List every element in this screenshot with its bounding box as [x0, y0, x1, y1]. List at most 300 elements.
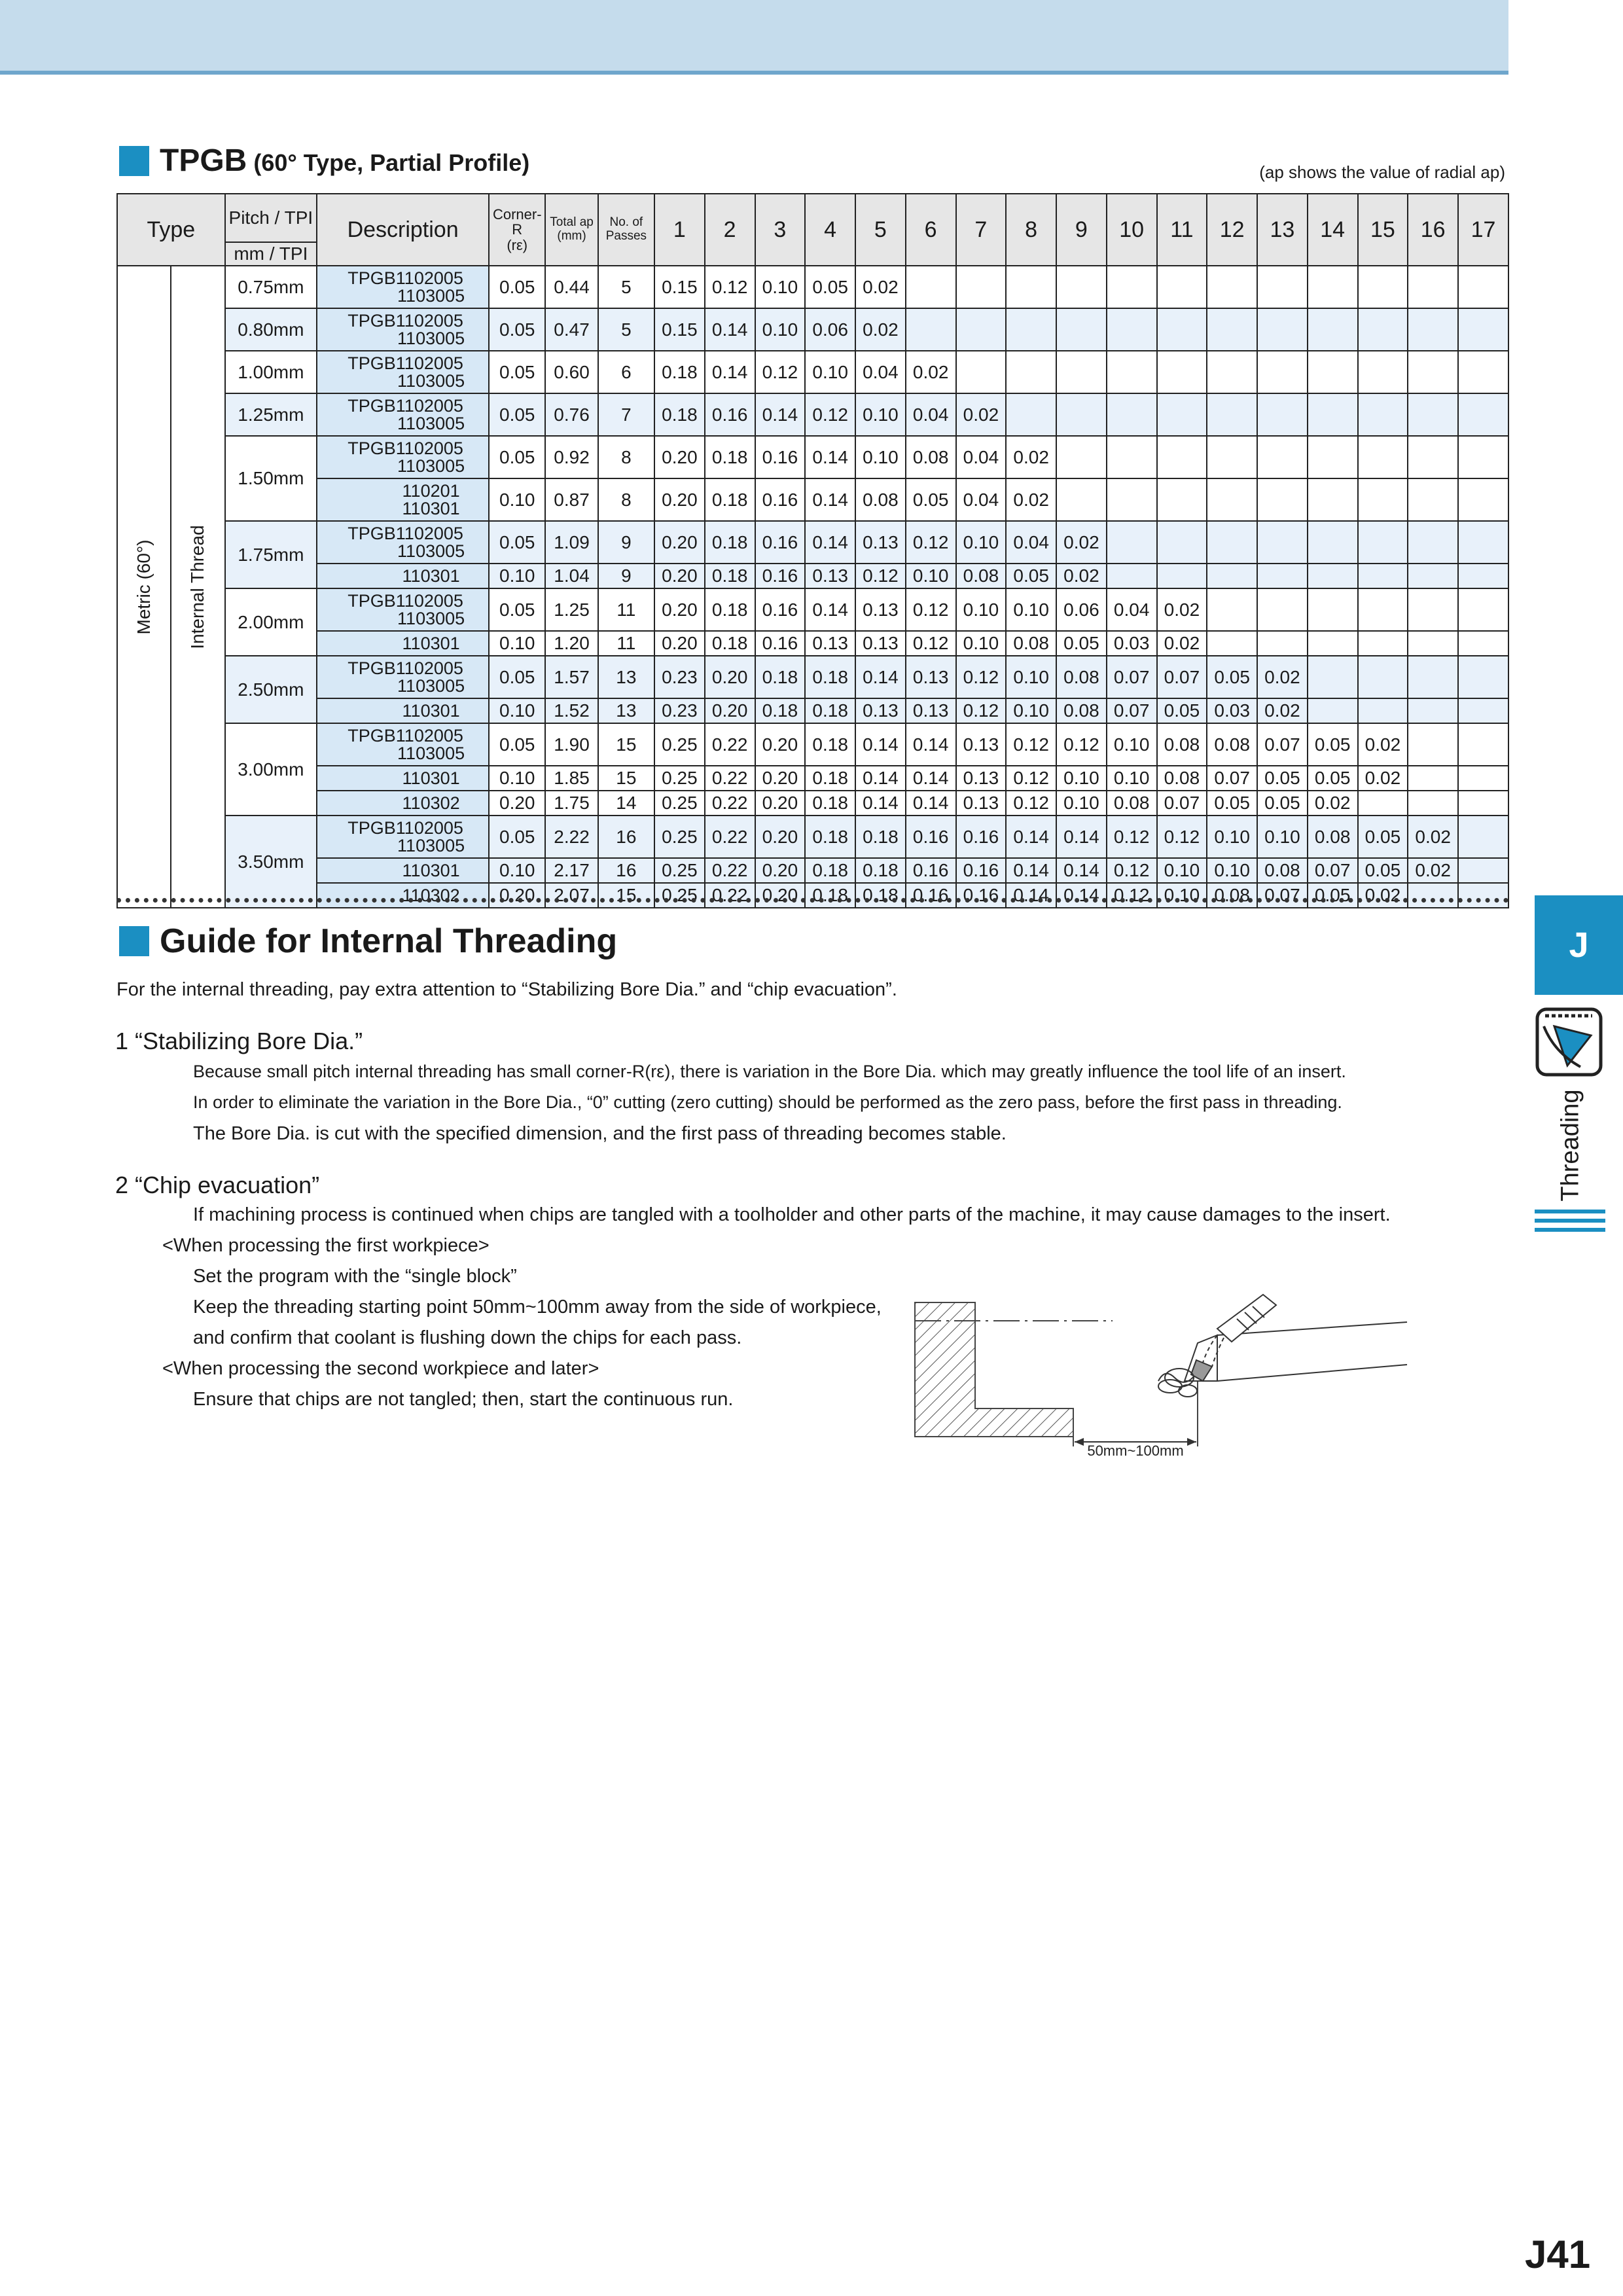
header-type: Type: [117, 194, 225, 266]
passes-count-cell: 15: [598, 723, 654, 766]
description-cell: [317, 478, 489, 521]
guide-p2c: Set the program with the “single block”: [193, 1266, 517, 1287]
pass-value-cell: 0.25: [654, 883, 705, 908]
pass-value-cell: 0.06: [805, 308, 855, 351]
pass-value-cell: [1458, 521, 1508, 564]
chips-icon: [1158, 1369, 1197, 1397]
passes-count-cell: 16: [598, 858, 654, 883]
header-pass-15: 15: [1358, 194, 1408, 266]
pass-value-cell: 0.12: [906, 521, 956, 564]
pass-value-cell: [1358, 521, 1408, 564]
pass-value-cell: 0.20: [705, 698, 755, 723]
pass-value-cell: [1207, 436, 1257, 478]
pass-value-cell: 0.08: [1157, 723, 1207, 766]
pass-value-cell: 0.12: [1006, 723, 1056, 766]
pass-value-cell: [1408, 656, 1458, 698]
total-ap-cell: 1.75: [545, 791, 597, 816]
guide-title-text: Guide for Internal Threading: [160, 922, 618, 960]
pass-value-cell: [1308, 631, 1358, 656]
pass-value-cell: 0.10: [755, 308, 806, 351]
pass-value-cell: 0.12: [705, 266, 755, 308]
pass-value-cell: 0.14: [805, 588, 855, 631]
table-row: [117, 564, 1508, 588]
pass-value-cell: 0.08: [855, 478, 906, 521]
pass-value-cell: 0.10: [1056, 766, 1107, 791]
description-line-2: 1103005: [397, 675, 465, 696]
pass-value-cell: 0.14: [1056, 883, 1107, 908]
header-description: Description: [317, 194, 489, 266]
pass-value-cell: 0.18: [805, 791, 855, 816]
pass-value-cell: [1207, 393, 1257, 436]
pass-value-cell: 0.10: [956, 631, 1007, 656]
pass-value-cell: 0.05: [1056, 631, 1107, 656]
description-cell: [317, 791, 489, 816]
pass-value-cell: 0.05: [1207, 791, 1257, 816]
description-line-1: 110301: [402, 633, 460, 653]
pass-value-cell: 0.07: [1308, 858, 1358, 883]
table-row: [117, 308, 1508, 351]
pass-value-cell: [1408, 308, 1458, 351]
pass-value-cell: 0.04: [906, 393, 956, 436]
header-pass-7: 7: [956, 194, 1007, 266]
pass-value-cell: 0.07: [1207, 766, 1257, 791]
guide-intro: For the internal threading, pay extra attention to “Stabilizing Bore Dia.” and “chip evacuation”.: [116, 979, 897, 1000]
pass-value-cell: [1308, 521, 1358, 564]
pass-value-cell: 0.16: [705, 393, 755, 436]
pass-value-cell: 0.14: [705, 351, 755, 393]
description-cell: [317, 393, 489, 436]
pass-value-cell: [1408, 883, 1458, 908]
pass-value-cell: [1408, 698, 1458, 723]
pass-value-cell: 0.18: [855, 816, 906, 858]
description-line-1: TPGB1102005: [348, 658, 463, 678]
passes-count-cell: 14: [598, 791, 654, 816]
pass-value-cell: 0.14: [805, 436, 855, 478]
description-cell: [317, 564, 489, 588]
pass-value-cell: 0.20: [755, 858, 806, 883]
chapter-lines: [1535, 1210, 1605, 1237]
pass-value-cell: 0.20: [755, 883, 806, 908]
pass-value-cell: 0.13: [906, 656, 956, 698]
pass-value-cell: 0.03: [1207, 698, 1257, 723]
pass-value-cell: [1107, 351, 1157, 393]
table-row: [117, 883, 1508, 908]
pass-value-cell: [1308, 308, 1358, 351]
pass-value-cell: 0.14: [906, 791, 956, 816]
corner-r-cell: 0.10: [489, 564, 545, 588]
pass-value-cell: 0.18: [705, 564, 755, 588]
pass-value-cell: 0.02: [1358, 883, 1408, 908]
pass-value-cell: 0.14: [1056, 858, 1107, 883]
guide-heading-2: 2 “Chip evacuation”: [115, 1172, 320, 1198]
corner-r-cell: 0.05: [489, 521, 545, 564]
pitch-cell: 0.75mm: [225, 266, 317, 308]
pass-value-cell: 0.16: [906, 883, 956, 908]
pass-value-cell: 0.23: [654, 698, 705, 723]
description-line-2: 1103005: [397, 328, 465, 348]
chapter-label-text: Threading: [1556, 1089, 1584, 1202]
pass-value-cell: 0.08: [1056, 656, 1107, 698]
pass-value-cell: 0.13: [805, 564, 855, 588]
description-line-2: 1103005: [397, 743, 465, 763]
pass-value-cell: 0.10: [1107, 723, 1157, 766]
pass-value-cell: [1056, 351, 1107, 393]
corner-r-cell: 0.05: [489, 588, 545, 631]
pass-value-cell: 0.16: [755, 631, 806, 656]
description-line-2: 1103005: [397, 608, 465, 628]
pass-value-cell: [1257, 266, 1308, 308]
total-ap-cell: 1.90: [545, 723, 597, 766]
pass-value-cell: 0.13: [805, 631, 855, 656]
passes-count-cell: 9: [598, 564, 654, 588]
pass-value-cell: 0.18: [755, 656, 806, 698]
pass-value-cell: 0.10: [1157, 858, 1207, 883]
threading-insert-icon: [1535, 1007, 1603, 1077]
pass-value-cell: 0.20: [755, 791, 806, 816]
pass-value-cell: [1157, 266, 1207, 308]
header-pass-1: 1: [654, 194, 705, 266]
pass-value-cell: 0.18: [805, 816, 855, 858]
header-pass-17: 17: [1458, 194, 1508, 266]
pass-value-cell: [1207, 564, 1257, 588]
pass-value-cell: 0.18: [855, 858, 906, 883]
header-pass-3: 3: [755, 194, 806, 266]
total-ap-cell: 1.52: [545, 698, 597, 723]
pass-value-cell: [1458, 791, 1508, 816]
description-cell: [317, 351, 489, 393]
pass-value-cell: 0.12: [956, 698, 1007, 723]
pass-value-cell: [1308, 266, 1358, 308]
pass-value-cell: [1408, 723, 1458, 766]
pass-value-cell: [1157, 308, 1207, 351]
pass-value-cell: [1107, 478, 1157, 521]
pass-value-cell: [1408, 266, 1458, 308]
corner-r-cell: 0.05: [489, 393, 545, 436]
table-row: [117, 478, 1508, 521]
pass-value-cell: 0.05: [1308, 883, 1358, 908]
pass-value-cell: [1458, 266, 1508, 308]
pitch-cell: 0.80mm: [225, 308, 317, 351]
pass-value-cell: [1408, 766, 1458, 791]
pass-value-cell: [1207, 631, 1257, 656]
pass-value-cell: [1408, 436, 1458, 478]
pass-value-cell: [1207, 308, 1257, 351]
pitch-cell: 1.75mm: [225, 521, 317, 588]
description-line-1: TPGB1102005: [348, 523, 463, 543]
pass-value-cell: 0.12: [956, 656, 1007, 698]
pass-value-cell: [1107, 436, 1157, 478]
pass-value-cell: 0.02: [1006, 478, 1056, 521]
description-line-2: 1103005: [397, 413, 465, 433]
pass-value-cell: 0.07: [1107, 656, 1157, 698]
description-cell: [317, 656, 489, 698]
pass-value-cell: 0.22: [705, 723, 755, 766]
pass-value-cell: 0.02: [1308, 791, 1358, 816]
pass-value-cell: 0.16: [755, 478, 806, 521]
description-line-2: 1103005: [397, 456, 465, 476]
guide-p2g: Ensure that chips are not tangled; then, start the continuous run.: [193, 1389, 734, 1410]
pass-value-cell: [1358, 266, 1408, 308]
type-group-cell: [117, 266, 171, 908]
pass-value-cell: [1458, 588, 1508, 631]
pass-value-cell: [1358, 656, 1408, 698]
pass-value-cell: [1458, 723, 1508, 766]
pass-value-cell: 0.07: [1157, 791, 1207, 816]
pass-value-cell: 0.02: [906, 351, 956, 393]
table-row: [117, 436, 1508, 478]
pass-value-cell: 0.16: [956, 858, 1007, 883]
pass-value-cell: 0.02: [855, 266, 906, 308]
description-line-1: TPGB1102005: [348, 725, 463, 745]
pass-value-cell: 0.10: [906, 564, 956, 588]
pass-value-cell: [1358, 436, 1408, 478]
pass-value-cell: [1157, 351, 1207, 393]
pitch-cell: 1.00mm: [225, 351, 317, 393]
pass-value-cell: 0.04: [1107, 588, 1157, 631]
pass-value-cell: 0.02: [1056, 564, 1107, 588]
pass-value-cell: 0.08: [1257, 858, 1308, 883]
header-corner-r-label: Corner-R: [492, 206, 542, 238]
pass-value-cell: 0.07: [1107, 698, 1157, 723]
corner-r-cell: 0.05: [489, 816, 545, 858]
description-cell: [317, 698, 489, 723]
header-pass-8: 8: [1006, 194, 1056, 266]
pass-value-cell: [956, 266, 1007, 308]
pass-value-cell: 0.02: [1157, 588, 1207, 631]
pass-value-cell: [1107, 521, 1157, 564]
threading-clearance-diagram: [910, 1283, 1420, 1466]
pass-value-cell: [1458, 308, 1508, 351]
section-divider: [116, 898, 1509, 903]
pass-value-cell: 0.10: [1107, 766, 1157, 791]
passes-count-cell: 11: [598, 631, 654, 656]
description-line-1: TPGB1102005: [348, 353, 463, 373]
pass-value-cell: [1308, 351, 1358, 393]
pass-value-cell: 0.20: [654, 521, 705, 564]
guide-title: [119, 922, 617, 961]
description-line-1: TPGB1102005: [348, 438, 463, 458]
total-ap-cell: 1.57: [545, 656, 597, 698]
pass-value-cell: 0.12: [1107, 883, 1157, 908]
table-row: [117, 698, 1508, 723]
corner-r-cell: 0.05: [489, 656, 545, 698]
pass-value-cell: 0.16: [755, 521, 806, 564]
pass-value-cell: 0.12: [1006, 766, 1056, 791]
pass-value-cell: 0.05: [1308, 766, 1358, 791]
description-cell: [317, 436, 489, 478]
pass-value-cell: 0.05: [1157, 698, 1207, 723]
pass-value-cell: [1308, 393, 1358, 436]
pass-value-cell: [1408, 393, 1458, 436]
passes-count-cell: 7: [598, 393, 654, 436]
pass-value-cell: [1107, 308, 1157, 351]
table-row: [117, 266, 1508, 308]
pass-value-cell: 0.14: [855, 656, 906, 698]
pass-value-cell: 0.20: [654, 478, 705, 521]
pass-value-cell: [1056, 266, 1107, 308]
pass-value-cell: 0.05: [805, 266, 855, 308]
pass-value-cell: 0.20: [755, 766, 806, 791]
pass-value-cell: [1458, 478, 1508, 521]
pass-value-cell: [1308, 656, 1358, 698]
pass-value-cell: 0.13: [906, 698, 956, 723]
corner-r-cell: 0.20: [489, 791, 545, 816]
description-line-1: 110302: [402, 885, 460, 905]
header-pass-16: 16: [1408, 194, 1458, 266]
corner-r-cell: 0.10: [489, 858, 545, 883]
pass-value-cell: [906, 308, 956, 351]
pass-value-cell: [1056, 436, 1107, 478]
passes-count-cell: 15: [598, 766, 654, 791]
chapter-tab: J: [1535, 895, 1623, 995]
header-pass-10: 10: [1107, 194, 1157, 266]
pass-value-cell: [956, 351, 1007, 393]
pass-value-cell: [1458, 816, 1508, 858]
pass-value-cell: [1257, 521, 1308, 564]
header-pass-14: 14: [1308, 194, 1358, 266]
pitch-cell: 2.50mm: [225, 656, 317, 723]
passes-count-cell: 16: [598, 816, 654, 858]
pass-value-cell: [1308, 478, 1358, 521]
guide-p1c: The Bore Dia. is cut with the specified dimension, and the first pass of threading becomes stable.: [193, 1123, 1007, 1144]
total-ap-cell: 1.85: [545, 766, 597, 791]
table-row: [117, 631, 1508, 656]
pass-value-cell: 0.18: [805, 698, 855, 723]
section-marker-icon: [119, 146, 149, 176]
pass-value-cell: 0.20: [755, 723, 806, 766]
pass-value-cell: 0.18: [705, 521, 755, 564]
total-ap-cell: 0.92: [545, 436, 597, 478]
pitch-cell: 2.00mm: [225, 588, 317, 656]
pass-value-cell: [1157, 478, 1207, 521]
passes-count-cell: 13: [598, 656, 654, 698]
pass-value-cell: 0.14: [755, 393, 806, 436]
pass-value-cell: 0.25: [654, 766, 705, 791]
pass-value-cell: 0.15: [654, 266, 705, 308]
pass-value-cell: 0.15: [654, 308, 705, 351]
guide-p2e: and confirm that coolant is flushing down the chips for each pass.: [193, 1327, 742, 1348]
pass-value-cell: [1408, 588, 1458, 631]
type-group-label: Metric (60°): [134, 539, 154, 634]
pass-value-cell: [1207, 478, 1257, 521]
pass-value-cell: 0.13: [855, 588, 906, 631]
total-ap-cell: 2.17: [545, 858, 597, 883]
pass-value-cell: 0.02: [1006, 436, 1056, 478]
pass-value-cell: 0.13: [855, 631, 906, 656]
pass-value-cell: [1408, 631, 1458, 656]
pass-value-cell: 0.18: [654, 351, 705, 393]
pass-value-cell: 0.16: [956, 816, 1007, 858]
pass-value-cell: [906, 266, 956, 308]
pass-value-cell: 0.06: [1056, 588, 1107, 631]
pass-value-cell: 0.14: [855, 723, 906, 766]
pass-value-cell: 0.22: [705, 816, 755, 858]
corner-r-cell: 0.20: [489, 883, 545, 908]
header-pass-12: 12: [1207, 194, 1257, 266]
pass-value-cell: 0.10: [805, 351, 855, 393]
pass-value-cell: [1358, 308, 1408, 351]
corner-r-cell: 0.05: [489, 308, 545, 351]
header-corner-r: [489, 194, 545, 266]
pass-value-cell: [1458, 656, 1508, 698]
pass-value-cell: [1257, 564, 1308, 588]
corner-r-cell: 0.05: [489, 436, 545, 478]
description-line-1: TPGB1102005: [348, 268, 463, 288]
guide-heading-1: 1 “Stabilizing Bore Dia.”: [115, 1028, 363, 1054]
pass-value-cell: 0.12: [1056, 723, 1107, 766]
pass-value-cell: 0.04: [956, 436, 1007, 478]
pass-value-cell: 0.18: [705, 631, 755, 656]
pass-value-cell: [1358, 478, 1408, 521]
header-pass-9: 9: [1056, 194, 1107, 266]
description-line-2: 1103005: [397, 285, 465, 306]
pass-value-cell: 0.02: [1408, 816, 1458, 858]
pass-value-cell: 0.14: [1056, 816, 1107, 858]
pass-value-cell: 0.08: [956, 564, 1007, 588]
header-pass-13: 13: [1257, 194, 1308, 266]
pass-value-cell: 0.14: [1006, 816, 1056, 858]
pass-value-cell: 0.14: [805, 521, 855, 564]
pass-value-cell: 0.13: [956, 723, 1007, 766]
pass-value-cell: 0.04: [855, 351, 906, 393]
pass-value-cell: 0.05: [1006, 564, 1056, 588]
pass-value-cell: 0.12: [1006, 791, 1056, 816]
pass-value-cell: [1458, 393, 1508, 436]
total-ap-cell: 0.47: [545, 308, 597, 351]
pass-value-cell: [1056, 478, 1107, 521]
pass-value-cell: [1408, 564, 1458, 588]
table-row: [117, 588, 1508, 631]
pass-value-cell: 0.14: [855, 766, 906, 791]
table-row: [117, 858, 1508, 883]
pass-value-cell: [1408, 521, 1458, 564]
pass-value-cell: 0.04: [1006, 521, 1056, 564]
pass-value-cell: 0.18: [705, 436, 755, 478]
description-cell: [317, 521, 489, 564]
total-ap-cell: 0.44: [545, 266, 597, 308]
pass-value-cell: [1157, 564, 1207, 588]
pass-value-cell: [1458, 631, 1508, 656]
table-row: [117, 723, 1508, 766]
pass-value-cell: 0.16: [906, 816, 956, 858]
pass-value-cell: [1308, 436, 1358, 478]
header-passes-label2: Passes: [605, 229, 647, 243]
guide-p1a: Because small pitch internal threading has small corner-R(rε), there is variation in the Bore Dia. which may greatly influence the tool life of an insert.: [193, 1062, 1346, 1081]
pass-value-cell: [1107, 266, 1157, 308]
pass-value-cell: 0.02: [1257, 698, 1308, 723]
corner-r-cell: 0.05: [489, 266, 545, 308]
description-line-2: 1103005: [397, 541, 465, 561]
pass-value-cell: 0.02: [1257, 656, 1308, 698]
guide-p2f: <When processing the second workpiece and later>: [162, 1358, 599, 1379]
pass-value-cell: 0.05: [906, 478, 956, 521]
passes-count-cell: 15: [598, 883, 654, 908]
corner-r-cell: 0.10: [489, 631, 545, 656]
description-line-2: 1103005: [397, 835, 465, 855]
pass-value-cell: [1358, 393, 1408, 436]
pass-value-cell: 0.10: [956, 521, 1007, 564]
pass-value-cell: 0.10: [1207, 816, 1257, 858]
dimension-label: 50mm~100mm: [1087, 1443, 1184, 1459]
header-pass-5: 5: [855, 194, 906, 266]
description-line-1: 110201: [402, 480, 460, 501]
header-total-ap-label: Total ap: [550, 215, 594, 230]
pass-value-cell: 0.02: [1056, 521, 1107, 564]
description-cell: [317, 723, 489, 766]
pass-value-cell: 0.08: [906, 436, 956, 478]
pass-value-cell: [1107, 393, 1157, 436]
description-line-1: 110301: [402, 860, 460, 880]
